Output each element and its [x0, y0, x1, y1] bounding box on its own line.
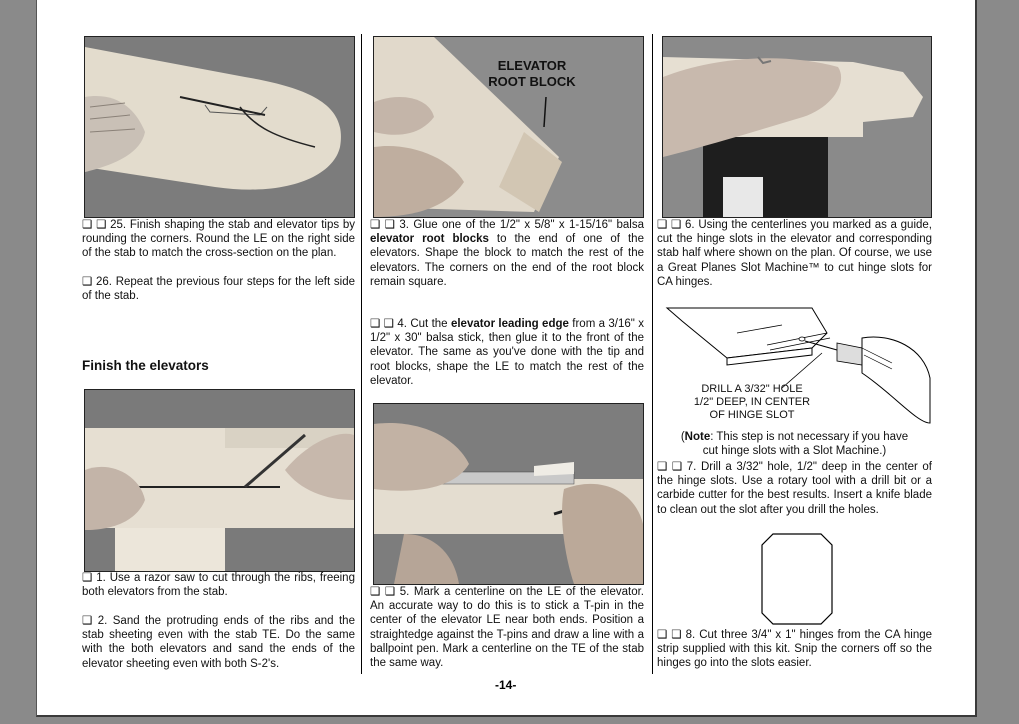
elevator-label-line2: ROOT BLOCK	[488, 74, 576, 89]
photo-elevator-root-block	[373, 36, 644, 218]
photo-razor-saw	[84, 389, 355, 572]
step-25-label: ❑ ❑ 25.	[82, 219, 127, 231]
hinge-outline-diagram	[761, 533, 833, 625]
step-26-body: Repeat the previous four steps for the left side of the stab.	[82, 276, 355, 303]
step-2-label: ❑ 2.	[82, 615, 108, 627]
column-divider-right	[652, 34, 653, 674]
step-3-pre: Glue one of the 1/2" x 5/8" x 1-15/16" balsa	[413, 219, 644, 231]
step-6-label: ❑ ❑ 6.	[657, 219, 695, 231]
note-text	[657, 430, 932, 458]
section-heading-finish-elevators: Finish the elevators	[82, 358, 209, 373]
step-8-body: Cut three 3/4" x 1" hinges from the CA hinge strip supplied with this kit. Snip the corners off so the hinges go into the slots easier.	[657, 629, 933, 670]
step-4-label: ❑ ❑ 4.	[370, 318, 407, 330]
step-3-bold: elevator root blocks	[370, 233, 489, 246]
step-5-text	[370, 585, 644, 670]
step-4-pre: Cut the	[410, 318, 451, 330]
step-26-label: ❑ 26.	[82, 276, 112, 288]
step-6-body: Using the centerlines you marked as a guide, cut the hinge slots in the elevator and corresponding stab half where shown on the plan. Of course, we use a Great Planes Slot Machine™ to cut hinge slots for CA hinges.	[657, 219, 932, 288]
photo-mark-centerline	[373, 403, 644, 585]
drill-caption	[687, 383, 817, 422]
step-1-text	[82, 571, 355, 599]
drill-caption-line2: 1/2" DEEP, IN CENTER	[693, 396, 811, 408]
step-7-label: ❑ ❑ 7.	[657, 461, 697, 473]
step-3-post: to the end of one of the elevators. Shape the block to match the rest of the elevators. The corners on the end of the root block remain square.	[370, 233, 644, 288]
photo-stab-tips	[84, 36, 355, 218]
step-25-text	[82, 218, 355, 261]
step-25-body: Finish shaping the stab and elevator tips by rounding the corners. Round the LE on the right side of the stab to match the cross-section on the plan.	[82, 219, 355, 260]
note-line2: cut hinge slots with a Slot Machine.)	[702, 445, 887, 458]
step-7-text	[657, 460, 932, 517]
step-6-text	[657, 218, 932, 289]
step-4-bold: elevator leading edge	[450, 318, 569, 330]
drill-caption-line3: OF HINGE SLOT	[709, 409, 795, 421]
drill-caption-line1: DRILL A 3/32" HOLE	[701, 383, 803, 395]
note-line1: : This step is not necessary if you have	[710, 431, 909, 443]
step-4-text	[370, 317, 644, 388]
step-4-post: from a 3/16" x 1/2" x 30" balsa stick, then glue it to the front of the elevator. The same as you've done with the tip and root blocks, shape the LE to match the rest of the elevator.	[370, 318, 644, 387]
step-26-text	[82, 275, 355, 303]
step-7-body: Drill a 3/32" hole, 1/2" deep in the center of the hinge slots. Use a rotary tool with a drill bit or a carbide cutter for the best results. Insert a knife blade to clean out the slot after you drill the holes.	[657, 461, 932, 516]
step-5-body: Mark a centerline on the LE of the elevator. An accurate way to do this is to stick a T-pin in the center of the elevator LE near both ends. Position a straightedge against the T-pins and draw a line with a ballpoint pen. Mark a centerline on the TE of the stab the same way.	[370, 586, 644, 670]
column-divider-left	[361, 34, 362, 674]
manual-page	[36, 0, 977, 717]
step-3-text	[370, 218, 644, 289]
step-1-label: ❑ 1.	[82, 572, 106, 584]
step-5-label: ❑ ❑ 5.	[370, 586, 410, 598]
note-bold: Note	[684, 431, 711, 443]
step-8-text	[657, 628, 932, 671]
step-1-body: Use a razor saw to cut through the ribs, freeing both elevators from the stab.	[82, 572, 355, 599]
step-2-body: Sand the protruding ends of the ribs and the stab sheeting even with the stab TE. Do the same with the both elevators and sand the ends of the elevator sheeting even with both S-2's.	[82, 615, 355, 670]
photo-slot-machine	[662, 36, 932, 218]
step-8-label: ❑ ❑ 8.	[657, 629, 696, 641]
page-number: -14-	[495, 678, 517, 692]
step-2-text	[82, 614, 355, 671]
step-3-label: ❑ ❑ 3.	[370, 219, 409, 231]
note-open-paren: (	[680, 431, 685, 443]
elevator-label-line1: ELEVATOR	[497, 58, 567, 73]
